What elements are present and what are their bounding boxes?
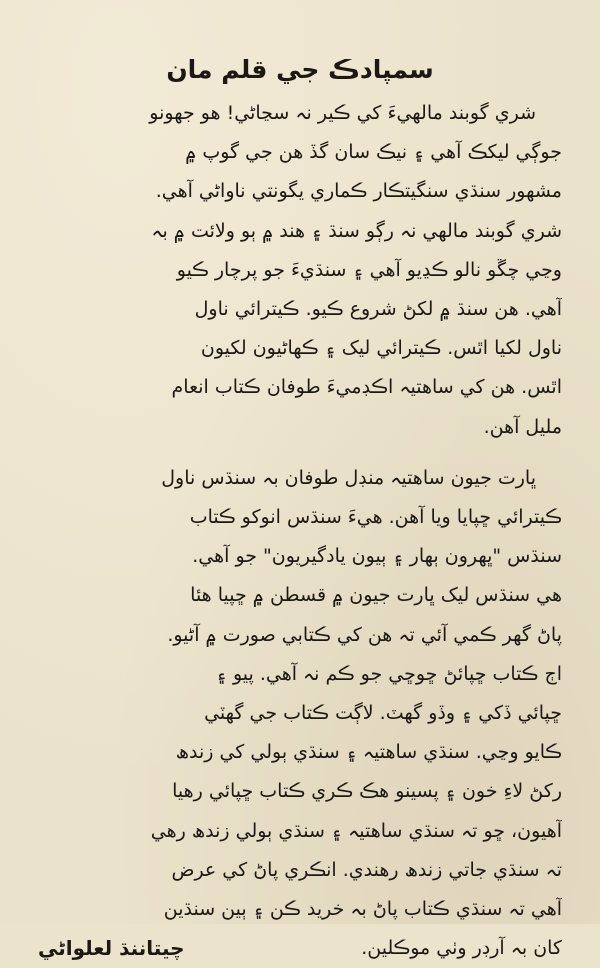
- text-line: پاڻ گهر ڪمي آئي تہ هن کي ڪتابي صورت ۾ آڻيو.: [167, 623, 562, 646]
- closing-line: [38, 929, 562, 968]
- text-line: اڄ ڪتاب ڇپائڻ ڇوڇي جو ڪم نہ آهي. پيو ۽: [215, 662, 562, 685]
- text-line: تہ سنڌي جاتي زندھ رهندي. انڪري پاڻ کي عرض: [171, 858, 562, 881]
- text-line: اٿس. هن کي ساهتيہ اڪڊميءَ طوفان ڪتاب انعام: [171, 376, 562, 399]
- page-title: سمپادڪ جي قلم مان: [166, 55, 434, 84]
- text-line: مليل آهن.: [483, 415, 562, 438]
- text-line: شري گوبند مالهي نہ رڳو سنڌ ۽ هند ۾ ٻو ولائت ۾ بہ: [151, 219, 562, 242]
- author-signature: چيتاننڌ لعلواڻي: [38, 936, 185, 961]
- text-line: جوڳي ليکڪ آهي ۽ نيڪ سان گڏ هن جي گوپ ۾: [185, 141, 562, 164]
- paragraph-2: [38, 459, 562, 929]
- body-text: [38, 94, 562, 929]
- text-line: وڃي چڱو نالو ڪڍيو آهي ۽ سنڌيءَ جو پرچار ڪيو: [176, 258, 562, 281]
- text-line: رکڻ لاءِ خون ۽ پسينو هڪ ڪري ڪتاب ڇپائي رهيا: [172, 780, 562, 803]
- text-line: آهيون، ڇو تہ سنڌي ساهتيہ ۽ سنڌي ٻولي زندھ رهي: [150, 819, 562, 842]
- text-line: مشهور سنڌي سنگيتڪار ڪماري يگونتي ناواڻي آهي.: [155, 180, 562, 203]
- paragraph-1: [38, 94, 562, 447]
- text-line: شري گوبند مالهيءَ کي ڪير نہ سڃاڻي! هو جهونو: [149, 102, 536, 124]
- text-line: آهي تہ سنڌي ڪتاب پاڻ بہ خريد ڪن ۽ ٻين سنڌين: [163, 898, 562, 921]
- closing-text: کان بہ آرڊر وٺي موڪلين.: [361, 937, 562, 960]
- text-line: ڪيترائي ڇپايا ويا آهن. هيءَ سنڌس انوکو ڪتاب: [189, 506, 562, 529]
- text-line: ڪايو وڃي. سنڌي ساهتيہ ۽ سنڌي ٻولي کي زندھ: [175, 741, 562, 764]
- text-line: سنڌس "ڀهرون ٻهار ۽ ٻيون يادگيريون" جو آهي.: [192, 545, 562, 568]
- text-line: ڇپائي ڏکي ۽ وڏو گهٽ. لاڳت ڪتاب جي گهٽي: [204, 702, 562, 725]
- text-line: آهي. هن سنڌ ۾ لکڻ شروع ڪيو. ڪيترائي ناول: [194, 298, 562, 321]
- text-line: ناول لکيا اٿس. ڪيترائي ليک ۽ ڪهاڻيون لکيون: [200, 337, 562, 360]
- text-line: هي سنڌس ليک ڀارت جيون ۾ قسطن ۾ ڇپيا هئا: [190, 584, 562, 607]
- text-line: ڀارت جيون ساهتيہ منڊل طوفان بہ سنڌس ناول: [161, 466, 536, 489]
